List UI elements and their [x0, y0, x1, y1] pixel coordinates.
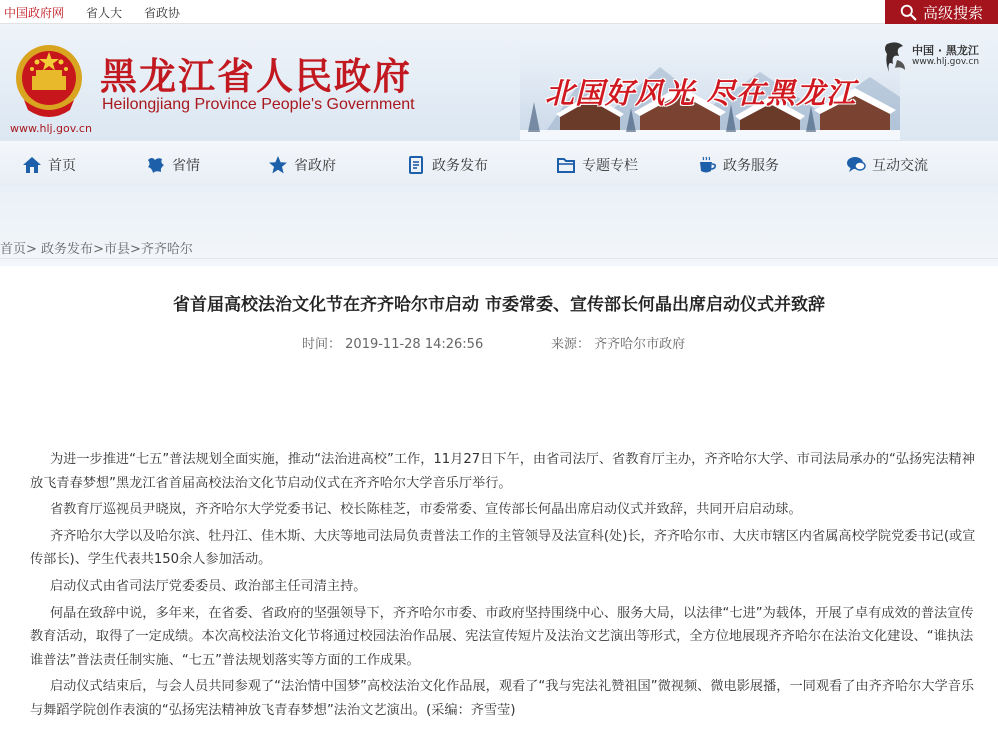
main-nav: [0, 140, 998, 186]
link-provincial-congress[interactable]: 省人大: [86, 6, 123, 20]
publish-time-value: 2019-11-28 14:26:56: [345, 337, 484, 352]
top-links: [4, 4, 180, 21]
advanced-search-button[interactable]: [885, 0, 998, 24]
nav-item-government-releases[interactable]: [406, 155, 488, 175]
link-provincial-cppcc[interactable]: 省政协: [144, 6, 181, 20]
nav-item-label: 省政府: [294, 158, 336, 174]
nav-item-provincial-government[interactable]: [268, 155, 336, 175]
article-paragraph: 何晶在致辞中说，多年来，在省委、省政府的坚强领导下，齐齐哈尔市委、市政府坚持围绕中心、服务大局，以法律“七进”为载体，开展了卓有成效的普法宣传教育活动，取得了一定成绩。本次高校法治文化节将通过校园法治作品展、宪法宣传短片及法治文艺演出等形式，全方位地展现齐齐哈尔在法治文化建设、“谁执法谁普法”普法责任制实施、“七五”普法规划落实等方面的工作成果。: [30, 605, 974, 668]
nav-item-label: 专题专栏: [582, 158, 638, 174]
brand-url: www.hlj.gov.cn: [912, 57, 980, 67]
nav-item-label: 省情: [172, 158, 200, 174]
map-icon: [146, 155, 166, 175]
publish-time-label: 时间：: [302, 337, 342, 352]
breadcrumb-separator: >: [26, 242, 42, 257]
nav-item-province-info[interactable]: [146, 155, 200, 175]
site-subtitle: Heilongjiang Province People's Government: [102, 96, 415, 113]
document-icon: [406, 155, 426, 175]
breadcrumb-qiqihar[interactable]: 齐齐哈尔: [140, 242, 193, 257]
dragon-logo-icon: [883, 38, 909, 78]
nav-item-home[interactable]: [22, 155, 76, 175]
link-china-gov[interactable]: 中国政府网: [4, 6, 65, 20]
article-body: [30, 448, 980, 726]
cup-icon: [697, 155, 717, 175]
breadcrumb-separator: >: [129, 242, 141, 257]
breadcrumb-government-releases[interactable]: 政务发布: [41, 242, 94, 257]
star-icon: [268, 155, 288, 175]
home-icon: [22, 155, 42, 175]
nav-item-label: 政务服务: [723, 158, 779, 174]
source-value: 齐齐哈尔市政府: [594, 337, 686, 352]
folder-icon: [556, 155, 576, 175]
source-label: 来源：: [551, 337, 591, 352]
nav-item-label: 互动交流: [872, 158, 928, 174]
nav-item-label: 首页: [48, 158, 76, 174]
breadcrumb-separator: >: [93, 242, 104, 257]
site-url: www.hlj.gov.cn: [10, 122, 92, 135]
article-paragraph: 齐齐哈尔大学以及哈尔滨、牡丹江、佳木斯、大庆等地司法局负责普法工作的主管领导及法宣科(处)长，齐齐哈尔市、大庆市辖区内省属高校学院党委书记(或宣传部长)、学生代表共150余人参加活动。: [30, 528, 976, 568]
breadcrumb: [0, 238, 193, 257]
article-paragraph: 启动仪式由省司法厅党委委员、政治部主任司清主持。: [50, 578, 367, 594]
chat-icon: [846, 155, 866, 175]
search-icon: [900, 4, 917, 21]
nav-item-special-topics[interactable]: [556, 155, 638, 175]
article-paragraph: 省教育厅巡视员尹晓岚，齐齐哈尔大学党委书记、校长陈桂芝，市委常委、宣传部长何晶出席启动仪式并致辞，共同开启启动球。: [50, 502, 802, 518]
brand-label: 中国 · 黑龙江: [912, 44, 979, 57]
site-title: 黑龙江省人民政府: [100, 54, 412, 98]
publish-time: [302, 333, 483, 352]
article-title: 省首届高校法治文化节在齐齐哈尔市启动 市委常委、宣传部长何晶出席启动仪式并致辞: [173, 295, 825, 315]
breadcrumb-home[interactable]: 首页: [0, 242, 27, 257]
article-paragraph: 启动仪式结束后，与会人员共同参观了“法治情中国梦”高校法治文化作品展，观看了“我与宪法礼赞祖国”微视频、微电影展播，一同观看了由齐齐哈尔大学音乐与舞蹈学院创作表演的“弘扬宪法精神放飞青春梦想”法治文艺演出。(采编：齐雪莹): [30, 679, 975, 718]
breadcrumb-divider: [0, 258, 998, 259]
breadcrumb-cities[interactable]: 市县: [103, 242, 130, 257]
nav-item-government-services[interactable]: [697, 155, 779, 175]
national-emblem-icon: [10, 40, 88, 120]
article-source: [551, 333, 685, 352]
article-paragraph: 为进一步推进“七五”普法规划全面实施，推动“法治进高校”工作，11月27日下午，由省司法厅、省教育厅主办，齐齐哈尔大学、市司法局承办的“弘扬宪法精神放飞青春梦想”黑龙江省首届高校法治文化节启动仪式在齐齐哈尔大学音乐厅举行。: [30, 452, 975, 491]
advanced-search-label: 高级搜索: [922, 3, 983, 22]
site-banner: [0, 24, 998, 140]
nav-item-label: 政务发布: [432, 158, 488, 174]
top-bar: [0, 0, 998, 24]
banner-slogan: 北国好风光 尽在黑龙江: [545, 76, 857, 110]
nav-item-interaction[interactable]: [846, 155, 928, 175]
